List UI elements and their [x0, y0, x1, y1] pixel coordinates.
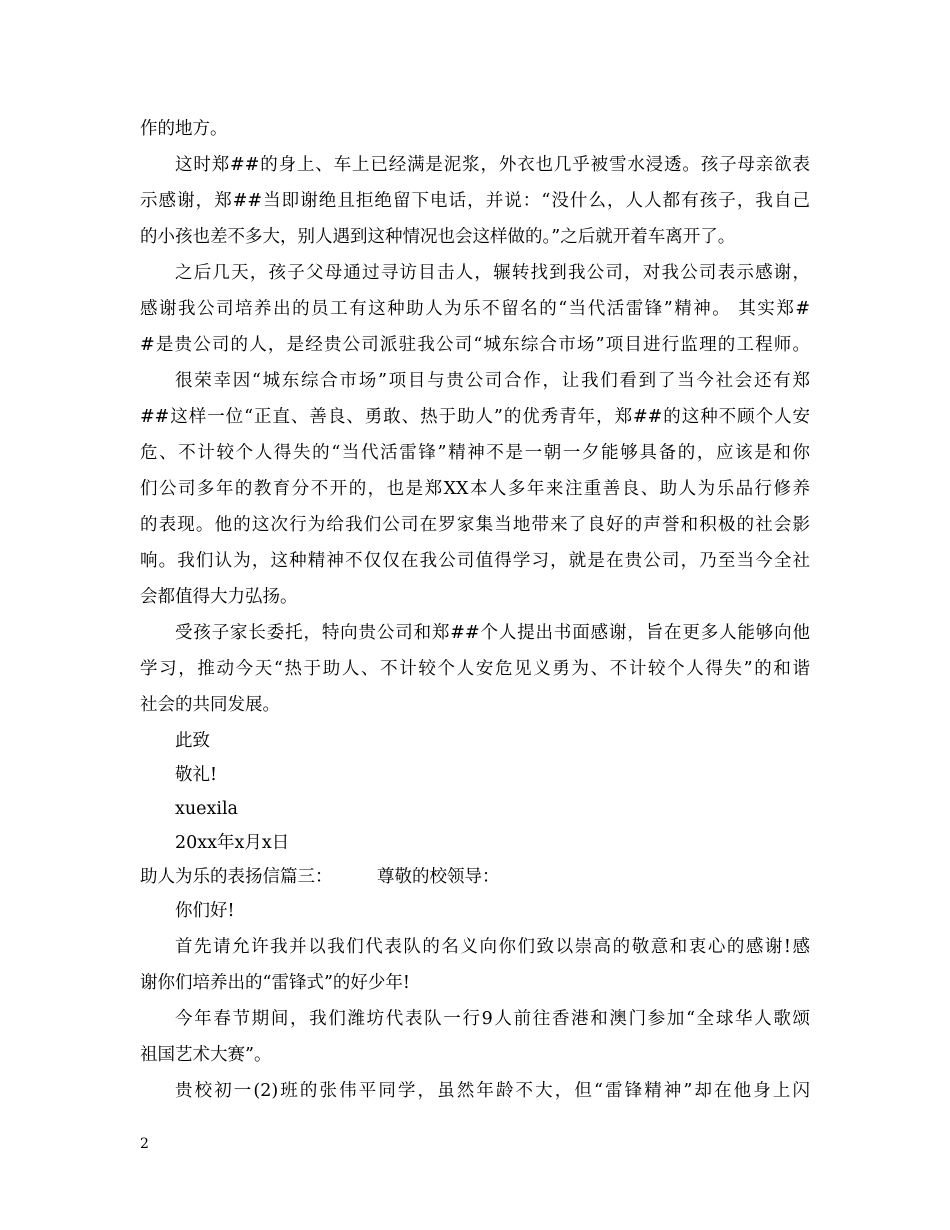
text-line: #是贵公司的人，是经贵公司派驻我公司“城东综合市场”项目进行监理的工程师。: [140, 335, 810, 355]
text-line: 受孩子家长委托，特向贵公司和郑##个人提出书面感谢，旨在更多人能够向他: [175, 623, 810, 643]
closing-salutation: 此致: [175, 731, 210, 751]
text-line: 会都值得大力弘扬。: [140, 587, 298, 607]
text-line: ##这样一位“正直、善良、勇敢、热于助人”的优秀青年，郑##的这种不顾个人安: [140, 407, 810, 427]
section-heading: 助人为乐的表扬信篇三： 尊敬的校领导：: [140, 867, 500, 887]
text-line: 示感谢，郑##当即谢绝且拒绝留下电话，并说：“没什么，人人都有孩子，我自己: [140, 191, 810, 211]
text-line: 感谢我公司培养出的员工有这种助人为乐不留名的“当代活雷锋”精神。 其实郑#: [140, 299, 810, 319]
text-line: 社会的共同发展。: [140, 695, 280, 715]
text-line: 的表现。他的这次行为给我们公司在罗家集当地带来了良好的声誉和积极的社会影: [140, 515, 810, 535]
text-line: 祖国艺术大赛”。: [140, 1045, 272, 1065]
text-line: 这时郑##的身上、车上已经满是泥浆，外衣也几乎被雪水浸透。孩子母亲欲表: [175, 155, 810, 175]
text-line: 谢你们培养出的“雷锋式”的好少年!: [140, 973, 410, 993]
closing-regards: 敬礼!: [175, 765, 218, 785]
text-line: 贵校初一(2)班的张伟平同学，虽然年龄不大，但“雷锋精神”却在他身上闪: [175, 1081, 810, 1101]
text-line: 们公司多年的教育分不开的，也是郑XX本人多年来注重善良、助人为乐品行修养: [140, 479, 810, 499]
signature: xuexila: [175, 799, 238, 819]
text-line: 响。我们认为，这种精神不仅仅在我公司值得学习，就是在贵公司，乃至当今全社: [140, 551, 810, 571]
page-number: 2: [140, 1136, 149, 1152]
text-line: 学习，推动今天“热于助人、不计较个人安危见义勇为、不计较个人得失”的和谐: [140, 659, 810, 679]
date-line: 20xx年x月x日: [175, 833, 290, 853]
text-line: 作的地方。: [140, 119, 228, 139]
text-line: 之后几天，孩子父母通过寻访目击人，辗转找到我公司，对我公司表示感谢，: [175, 263, 810, 283]
greeting: 你们好!: [175, 901, 235, 921]
text-line: 今年春节期间，我们潍坊代表队一行9人前往香港和澳门参加“全球华人歌颂: [175, 1009, 810, 1029]
text-line: 危、不计较个人得失的“当代活雷锋”精神不是一朝一夕能够具备的，应该是和你: [140, 443, 810, 463]
text-line: 首先请允许我并以我们代表队的名义向你们致以崇高的敬意和衷心的感谢!感: [175, 937, 810, 957]
text-line: 很荣幸因“城东综合市场”项目与贵公司合作，让我们看到了当今社会还有郑: [175, 371, 810, 391]
text-line: 的小孩也差不多大，别人遇到这种情况也会这样做的。”之后就开着车离开了。: [140, 227, 736, 247]
